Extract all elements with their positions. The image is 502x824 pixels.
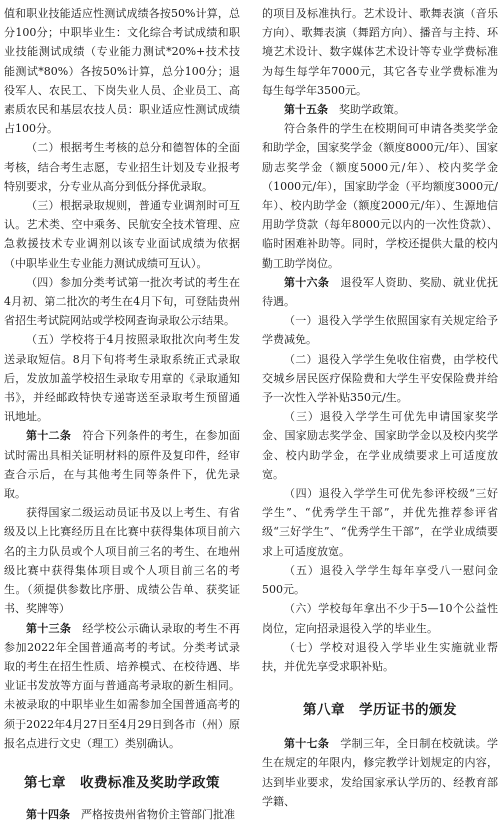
paragraph-scoring: 值和职业技能适应性测试成绩各按50%计算，总分100分；中职毕业生：文化综合考试成绩和职业技能测试成绩（专业能力测试*20%+技术技能测试*80%）各按50%计算，总分100分；退役军人、农民工、下岗失业人员、企业员工、高素质农民和基层农技人员：职业适应性测试成绩占100分。 — [4, 7, 240, 136]
paragraph-scholarships: 符合条件的学生在校期间可申请各类奖学金和助学金，国家奖学金（额度8000元/年）、国家励志奖学金（额度5000元/年）、校内奖学金（1000元/年），国家助学金（平均额度3000元/年）、校内助学金（额度2000元/年）、生源地信用助学贷款（每年8000元以内的一次性贷款）、临时困难补助等。同时，学校还提供大量的校内勤工助学岗位。 — [262, 122, 498, 270]
right-column — [262, 4, 498, 811]
article-17-label: 第十七条 — [284, 737, 330, 751]
paragraph-tuition: 的项目及标准执行。艺术设计、歌舞表演（音乐方向）、歌舞表演（舞蹈方向）、播音与主持、环境艺术设计、数字媒体艺术设计等专业学费标准为每生每学年7000元，其它各专业学费标准为每生每学年3500元。 — [262, 7, 498, 97]
article-12-text: 符合下列条件的考生，在参加面试时需出具相关证明材料的原件及复印件，经审查合示后，在与其他考生同等条件下，优先录取。 — [4, 429, 241, 501]
article-15-label: 第十五条 — [284, 103, 328, 117]
article-17 — [262, 734, 498, 811]
paragraph-admission-5: （五）学校将于4月按照录取批次向考生发送录取短信。8月下旬将考生录取系统正式录取后，发放加盖学校招生录取专用章的《录取通知书》，并经邮政特快专递寄送至录取考生预留通讯地址。 — [4, 333, 240, 424]
paragraph-admission-2: （二）根据考生考核的总分和德智体的全面考核，结合考生志愿，专业招生计划及专业报考特别要求，分专业从高分到低分择优录取。 — [4, 141, 240, 193]
paragraph-veteran-7: （七）学校对退役入学毕业生实施就业帮扶，并优先享受求职补贴。 — [262, 640, 498, 673]
paragraph-veteran-2: （二）退役入学学生免收住宿费，由学校代交城乡居民医疗保险费和大学生平安保险费并给予一次性入学补贴350元/生。 — [262, 352, 498, 405]
paragraph-veteran-4: （四）退役入学学生可优先参评校级“三好学生”、“优秀学生干部”，并优先推荐参评省级“三好学生”、“优秀学生干部”，在学业成绩要求上可适度放宽。 — [262, 487, 498, 558]
article-17-text: 学制三年，全日制在校就读。学生在规定的年限内，修完教学计划规定的内容，达到毕业要求，发给国家承认学历的、经教育部学籍、 — [262, 737, 499, 808]
paragraph-athletes: 获得国家二级运动员证书及以上考生、有省级及以上比赛经历且在比赛中获得集体项目前六名的主力队员或个人项目前三名的考生、在地州级比赛中获得集体项目或个人项目前三名的考生。（须提供参数比序册、成绩公告单、获奖证书、奖牌等） — [4, 506, 240, 616]
article-13 — [4, 619, 240, 753]
article-15 — [262, 100, 498, 119]
article-13-label: 第十三条 — [26, 621, 72, 635]
paragraph-admission-4: （四）参加分类考试第一批次考试的考生在4月初、第二批次的考生在4月下旬，可登陆贵州省招生考试院网站或学校网查询录取公示结果。 — [4, 275, 240, 328]
paragraph-veteran-3: （三）退役入学学生可优先申请国家奖学金、国家励志奖学金、国家助学金以及校内奖学金、校内助学金，在学业成绩要求上可适度放宽。 — [262, 410, 498, 481]
article-16 — [262, 273, 498, 311]
paragraph-veteran-1: （一）退役入学学生依照国家有关规定给予学费减免。 — [262, 314, 498, 347]
article-14 — [4, 805, 240, 824]
chapter-8-heading: 第八章 学历证书的颁发 — [303, 702, 457, 719]
chapter-7-heading: 第七章 收费标准及奖助学政策 — [24, 774, 220, 791]
article-12-label: 第十二条 — [26, 429, 72, 443]
article-12 — [4, 426, 240, 503]
paragraph-admission-3: （三）根据录取规则，普通专业调剂时可互认。艺术类、空中乘务、民航安全技术管理、应急救援技术专业调剂以该专业面试成绩为依据（中职毕业生专业能力测试成绩可互认）。 — [4, 199, 240, 270]
article-14-label: 第十四条 — [26, 807, 70, 821]
article-16-text: 退役军人资助、奖励、就业优抚待遇。 — [262, 275, 499, 309]
article-16-label: 第十六条 — [284, 275, 330, 289]
left-column — [4, 4, 240, 824]
paragraph-veteran-5: （五）退役入学学生每年享受八一慰问金500元。 — [262, 563, 498, 597]
article-13-text: 经学校公示确认录取的考生不再参加2022年全国普通高考的考试。分类考试录取的考生在招生性质、培养模式、在校待遇、毕业证书发放等方面与普通高考录取的新生相同。未被录取的中职毕业生如需参加全国普通高考的须于2022年4月27日至4月29日到各市（州）原报名点进行文史（理工）类别确认。 — [4, 621, 241, 750]
paragraph-veteran-6: （六）学校每年拿出不少于5—10个公益性岗位，定向招录退役入学的毕业生。 — [262, 602, 498, 635]
article-14-text: 严格按贵州省物价主管部门批准 — [81, 807, 235, 821]
article-15-text: 奖助学政策。 — [339, 103, 405, 117]
